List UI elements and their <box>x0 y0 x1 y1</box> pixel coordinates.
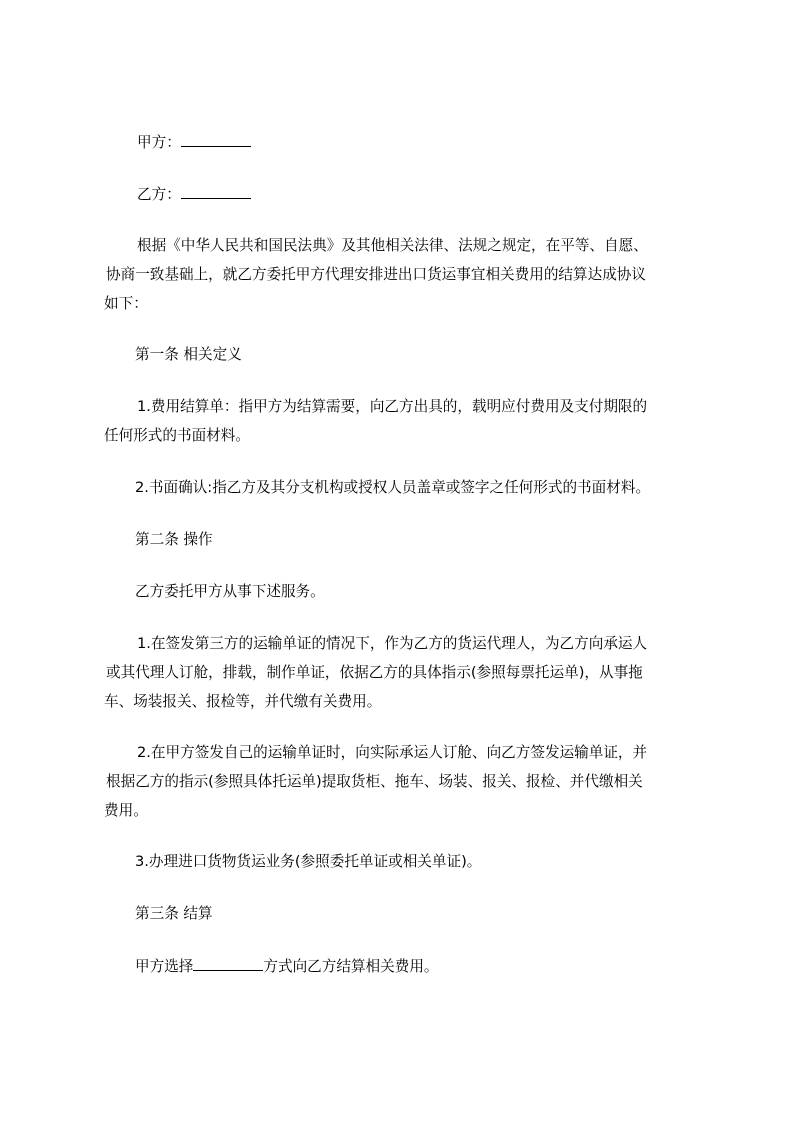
article-3-text-before: 甲方选择 <box>135 958 194 975</box>
article-2-item-2-line: 费用。 <box>104 802 148 819</box>
article-2-item-2-line: 根据乙方的指示(参照具体托运单)提取货柜、拖车、场装、报关、报检、并代缴相关 <box>106 773 643 790</box>
party-a-blank <box>181 133 251 147</box>
preamble-line: 协商一致基础上，就乙方委托甲方代理安排进出口货运事宜相关费用的结算达成协议 <box>106 266 646 283</box>
article-2-item-3-line: 3.办理进口货物货运业务(参照委托单证或相关单证)。 <box>135 853 482 870</box>
article-1-item-1-line: 1.费用结算单：指甲方为结算需要，向乙方出具的，载明应付费用及支付期限的 <box>137 398 648 415</box>
party-a-label: 甲方： <box>137 134 181 151</box>
article-3-sentence <box>135 957 439 976</box>
article-3-title: 第三条 结算 <box>135 905 213 922</box>
preamble-line: 根据《中华人民共和国民法典》及其他相关法律、法规之规定，在平等、自愿、 <box>137 237 648 254</box>
preamble-line: 如下： <box>104 295 148 312</box>
article-2-item-1-line: 1.在签发第三方的运输单证的情况下，作为乙方的货运代理人，为乙方向承运人 <box>137 635 648 652</box>
party-b-line <box>137 185 251 204</box>
article-2-item-1-line: 车、场装报关、报检等，并代缴有关费用。 <box>104 693 382 710</box>
article-2-intro: 乙方委托甲方从事下述服务。 <box>135 583 325 600</box>
settlement-method-blank <box>193 957 263 971</box>
party-b-blank <box>181 185 251 199</box>
party-a-line <box>137 133 251 152</box>
article-1-item-1-line: 任何形式的书面材料。 <box>104 427 250 444</box>
article-2-item-1-line: 或其代理人订舱，排载，制作单证，依据乙方的具体指示(参照每票托运单)，从事拖 <box>106 664 643 681</box>
article-2-item-2-line: 2.在甲方签发自己的运输单证时，向实际承运人订舱、向乙方签发运输单证，并 <box>137 744 648 761</box>
party-b-label: 乙方： <box>137 186 181 203</box>
article-1-title: 第一条 相关定义 <box>135 346 242 363</box>
article-3-text-after: 方式向乙方结算相关费用。 <box>263 958 439 975</box>
article-2-title: 第二条 操作 <box>135 531 213 548</box>
article-1-item-2-line: 2.书面确认:指乙方及其分支机构或授权人员盖章或签字之任何形式的书面材料。 <box>135 479 651 496</box>
